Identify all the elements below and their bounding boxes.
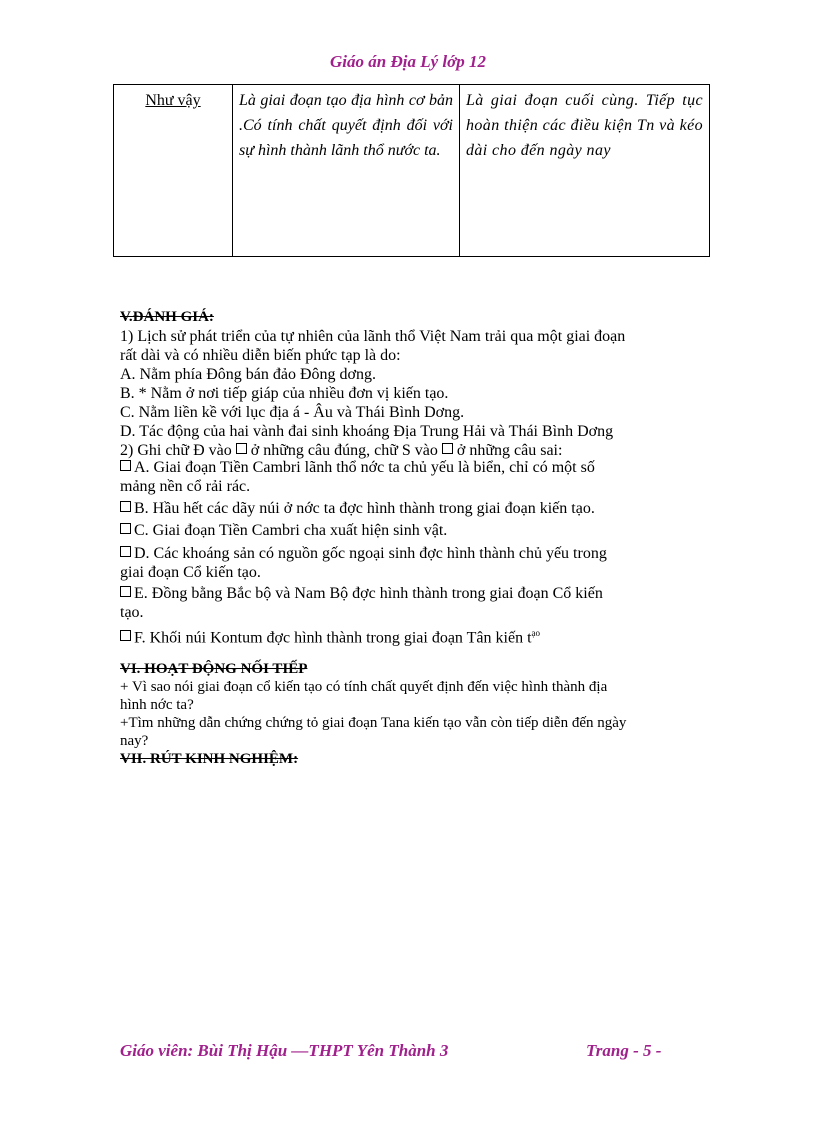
section-heading: V.ĐÁNH GIÁ: (120, 309, 214, 325)
statement-text: F. Khối núi Kontum đợc hình thành trong giai đoạn Tân kiến t (134, 629, 532, 647)
page-footer (120, 1041, 700, 1061)
table-cell-stage-final: Là giai đoạn cuối cùng. Tiếp tục hoàn thiện các điều kiện Tn và kéo dài cho đến ngày nay (460, 85, 710, 257)
statement-line (120, 499, 710, 518)
answer-option: D. Tác động của hai vành đai sinh khoáng Địa Trung Hải và Thái Bình Dơng (120, 423, 614, 440)
statement-text: A. Giai đoạn Tiền Cambri lãnh thổ nớc ta chủ yếu là biển, chỉ có một số (134, 459, 595, 476)
question-part: ở những câu sai: (452, 442, 563, 459)
answer-option: C. Nằm liền kề với lục địa á - Âu và Thái Bình Dơng. (120, 404, 465, 421)
checkbox-icon (120, 501, 131, 512)
checkbox-icon (120, 546, 131, 557)
statement-line (120, 544, 710, 563)
answer-option: B. * Nằm ở nơi tiếp giáp của nhiều đơn vị kiến tạo. (120, 385, 449, 402)
question-part: ở những câu đúng, chữ S vào (246, 442, 442, 459)
page-header-title: Giáo án Địa Lý lớp 12 (330, 52, 486, 71)
section-evaluation (120, 308, 710, 460)
statement-item (120, 544, 710, 582)
checkbox-icon (120, 460, 131, 471)
statement-line (120, 624, 710, 647)
question-text: 1) Lịch sử phát triển của tự nhiên của lãnh thổ Việt Nam trải qua một giai đoạn (120, 328, 626, 345)
statement-item (120, 584, 710, 622)
section-heading: VII. RÚT KINH NGHIỆM: (120, 751, 299, 767)
footer-page-number: Trang - 5 - (586, 1041, 662, 1060)
statement-line: tạo. (120, 604, 144, 621)
statement-line (120, 521, 710, 540)
statement-tail: ạo (531, 628, 541, 638)
checkbox-icon (120, 630, 131, 641)
checkbox-icon (442, 443, 453, 454)
summary-table (113, 84, 710, 257)
table-row (114, 85, 710, 257)
statement-item (120, 458, 710, 496)
checkbox-icon (120, 586, 131, 597)
statement-text: E. Đồng bằng Bắc bộ và Nam Bộ đợc hình thành trong giai đoạn Cổ kiến (134, 585, 603, 602)
follow-up-line: hình nớc ta? (120, 697, 194, 713)
statement-line (120, 584, 710, 603)
follow-up-line: +Tìm những dẫn chứng chứng tỏ giai đoạn Tana kiến tạo vẫn còn tiếp diễn đến ngày (120, 715, 627, 731)
statement-item (120, 521, 710, 540)
checkbox-icon (236, 443, 247, 454)
statement-item (120, 624, 710, 647)
footer-teacher: Giáo viên: Bùi Thị Hậu —THPT Yên Thành 3 (120, 1041, 449, 1060)
question-text: rất dài và có nhiều diễn biến phức tạp là do: (120, 347, 401, 364)
follow-up-line: nay? (120, 733, 149, 749)
statement-line: mảng nền cổ rải rác. (120, 478, 251, 495)
statement-text: B. Hầu hết các dãy núi ở nớc ta đợc hình thành trong giai đoạn kiến tạo. (134, 500, 595, 517)
cell-label-text: Như vậy (145, 92, 201, 109)
statement-item (120, 499, 710, 518)
table-cell-label (114, 85, 233, 257)
section-heading: VI. HOẠT ĐỘNG NỐI TIẾP (120, 661, 308, 677)
question-part: 2) Ghi chữ Đ vào (120, 442, 236, 459)
table-cell-stage-basic: Là giai đoạn tạo địa hình cơ bản .Có tính chất quyết định đối với sự hình thành lãnh thổ nước ta. (233, 85, 460, 257)
statement-text: D. Các khoáng sản có nguồn gốc ngoại sinh đợc hình thành chủ yếu trong (134, 545, 607, 562)
answer-option: A. Nằm phía Đông bán đảo Đông dơng. (120, 366, 376, 383)
checkbox-icon (120, 523, 131, 534)
section-follow-up (120, 660, 710, 768)
statement-text: C. Giai đoạn Tiền Cambri cha xuất hiện sinh vật. (134, 522, 448, 539)
follow-up-line: + Vì sao nói giai đoạn cổ kiến tạo có tính chất quyết định đến việc hình thành địa (120, 679, 608, 695)
statement-line: giai đoạn Cổ kiến tạo. (120, 564, 261, 581)
statement-line (120, 458, 710, 477)
